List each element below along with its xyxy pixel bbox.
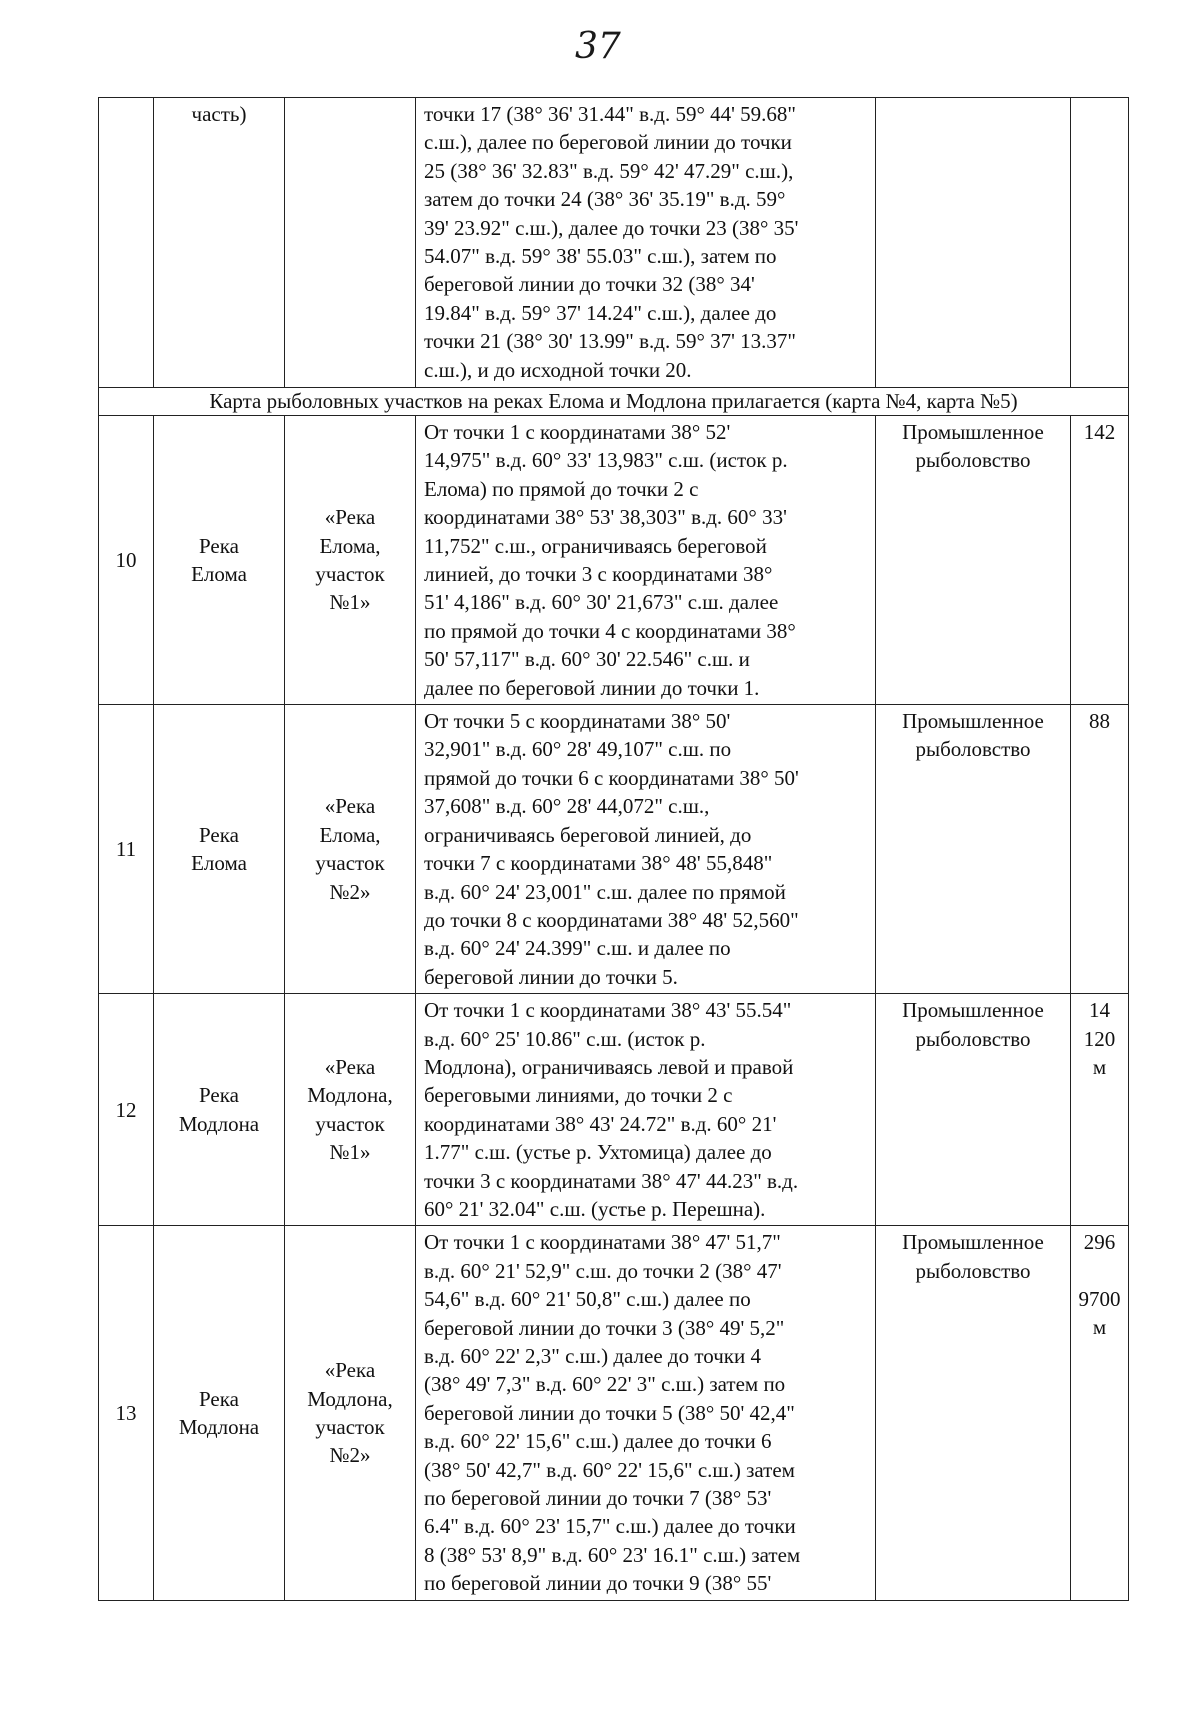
cell-area: [1071, 705, 1129, 994]
cell-site-name: [285, 416, 416, 705]
text-line: по береговой линии до точки 7 (38° 53': [424, 1486, 772, 1511]
text-line: ограничиваясь береговой линией, до: [424, 822, 752, 847]
text-line: рыболовство: [915, 1026, 1031, 1051]
map-note: Карта рыболовных участков на реках Елома и Модлона прилагается (карта №4, карта №5): [99, 388, 1129, 416]
text-line: затем до точки 24 (38° 36' 35.19" в.д. 59°: [424, 187, 786, 212]
text-line: до точки 8 с координатами 38° 48' 52,560": [424, 907, 799, 932]
text-line: 88: [1089, 709, 1110, 734]
text-line: с.ш.), далее по береговой линии до точки: [424, 130, 792, 155]
cell-use: [876, 98, 1071, 388]
text-line: Модлона: [178, 1111, 260, 1136]
text-line: №1»: [329, 1140, 371, 1165]
text-line: 14 120: [1083, 998, 1116, 1051]
text-line: береговой линии до точки 32 (38° 34': [424, 272, 755, 297]
text-line: №2»: [329, 879, 371, 904]
cell-description: [416, 98, 876, 388]
cell-use: [876, 416, 1071, 705]
text-line: (38° 50' 42,7" в.д. 60° 22' 15,6" с.ш.) затем: [424, 1457, 795, 1482]
text-line: 11,752" с.ш., ограничиваясь береговой: [424, 533, 767, 558]
text-line: с.ш.), и до исходной точки 20.: [424, 357, 692, 382]
text-line: береговыми линиями, до точки 2 с: [424, 1083, 733, 1108]
text-line: Елома) по прямой до точки 2 с: [424, 476, 699, 501]
text-line: Елома: [191, 851, 247, 876]
text-line: Промышленное: [902, 1230, 1044, 1255]
text-line: береговой линии до точки 5 (38° 50' 42,4": [424, 1400, 795, 1425]
text-line: рыболовство: [915, 737, 1031, 762]
text-line: 14,975" в.д. 60° 33' 13,983" с.ш. (исток р.: [424, 448, 788, 473]
text-line: в.д. 60° 21' 52,9" с.ш. до точки 2 (38° 47': [424, 1258, 782, 1283]
cell-river-name: [154, 705, 285, 994]
text-line: Модлона), ограничиваясь левой и правой: [424, 1054, 794, 1079]
text-line: «Река: [324, 1054, 376, 1079]
text-line: точки 21 (38° 30' 13.99" в.д. 59° 37' 13.37": [424, 329, 796, 354]
text-line: Модлона,: [307, 1083, 393, 1108]
text-line: рыболовство: [915, 448, 1031, 473]
text-line: (38° 49' 7,3" в.д. 60° 22' 3" с.ш.) затем по: [424, 1372, 786, 1397]
text-line: 8 (38° 53' 8,9" в.д. 60° 23' 16.1" с.ш.) затем: [424, 1542, 801, 1567]
text-line: От точки 5 с координатами 38° 50': [424, 709, 731, 734]
text-line: участок: [315, 851, 385, 876]
text-line: участок: [315, 562, 385, 587]
cell-site-name: [285, 705, 416, 994]
text-line: 19.84" в.д. 59° 37' 14.24" с.ш.), далее до: [424, 300, 777, 325]
text-line: в.д. 60° 24' 23,001" с.ш. далее по прямой: [424, 879, 786, 904]
cell-num: 12: [99, 994, 154, 1226]
text-line: Река: [199, 822, 239, 847]
text-line: [1071, 1257, 1128, 1285]
text-line: Елома,: [319, 533, 381, 558]
text-line: 54.07" в.д. 59° 38' 55.03" с.ш.), затем по: [424, 244, 777, 269]
text-line: 142: [1083, 420, 1116, 444]
text-line: Модлона: [178, 1415, 260, 1440]
text-line: Промышленное: [902, 998, 1044, 1023]
table-row: [99, 1226, 1129, 1600]
text-line: в.д. 60° 22' 15,6" с.ш.) далее до точки 6: [424, 1429, 772, 1454]
table-row: [99, 705, 1129, 994]
text-line: координатами 38° 53' 38,303" в.д. 60° 33': [424, 505, 787, 530]
cell-description: [416, 416, 876, 705]
text-line: точки 3 с координатами 38° 47' 44.23" в.д.: [424, 1168, 799, 1193]
text-line: в.д. 60° 22' 2,3" с.ш.) далее до точки 4: [424, 1344, 761, 1368]
text-line: Промышленное: [902, 420, 1044, 444]
cell-site-name: [285, 1226, 416, 1600]
text-line: точки 7 с координатами 38° 48' 55,848": [424, 851, 773, 876]
text-line: по береговой линии до точки 9 (38° 55': [424, 1571, 772, 1596]
text-line: прямой до точки 6 с координатами 38° 50': [424, 765, 799, 790]
text-line: точки 17 (38° 36' 31.44" в.д. 59° 44' 59.68": [424, 102, 796, 126]
text-line: «Река: [324, 1358, 376, 1383]
text-line: Река: [199, 1386, 239, 1411]
text-line: рыболовство: [915, 1258, 1031, 1283]
cell-use: [876, 994, 1071, 1226]
text-line: 60° 21' 32.04" с.ш. (устье р. Перешна).: [424, 1196, 766, 1221]
text-line: 54,6" в.д. 60° 21' 50,8" с.ш.) далее по: [424, 1287, 751, 1312]
text-line: От точки 1 с координатами 38° 43' 55.54": [424, 998, 792, 1023]
text-line: От точки 1 с координатами 38° 52': [424, 420, 731, 444]
text-line: 9700 м: [1078, 1286, 1121, 1340]
cell-num: 11: [99, 705, 154, 994]
cell-description: [416, 705, 876, 994]
cell-num: [99, 98, 154, 388]
cell-num: 10: [99, 416, 154, 705]
table-row-map-note: [99, 388, 1129, 416]
cell-site-name: [285, 994, 416, 1226]
text-line: 39' 23.92" с.ш.), далее до точки 23 (38° 35': [424, 215, 799, 240]
text-line: м: [1092, 1054, 1107, 1079]
text-line: береговой линии до точки 5.: [424, 964, 678, 989]
text-line: участок: [315, 1111, 385, 1136]
text-line: Промышленное: [902, 709, 1044, 734]
cell-num: 13: [99, 1226, 154, 1600]
text-line: 51' 4,186" в.д. 60° 30' 21,673" с.ш. далее: [424, 590, 779, 615]
text-line: в.д. 60° 24' 24.399" с.ш. и далее по: [424, 936, 731, 961]
fishing-sites-table: [98, 97, 1129, 1601]
text-line: Река: [199, 533, 239, 558]
cell-river-name: [154, 416, 285, 705]
text-line: в.д. 60° 25' 10.86" с.ш. (исток р.: [424, 1026, 706, 1051]
cell-river-name: [154, 994, 285, 1226]
cell-river-name: [154, 1226, 285, 1600]
text-line: далее по береговой линии до точки 1.: [424, 675, 760, 700]
cell-area: [1071, 1226, 1129, 1600]
table-row: [99, 994, 1129, 1226]
text-line: участок: [315, 1415, 385, 1440]
text-line: Модлона,: [307, 1386, 393, 1411]
text-line: Река: [199, 1083, 239, 1108]
cell-description: [416, 1226, 876, 1600]
text-line: 25 (38° 36' 32.83" в.д. 59° 42' 47.29" с.ш.),: [424, 158, 794, 183]
text-line: «Река: [324, 794, 376, 819]
text-line: Елома,: [319, 822, 381, 847]
cell-use: [876, 1226, 1071, 1600]
text-line: координатами 38° 43' 24.72" в.д. 60° 21': [424, 1111, 777, 1136]
text-line: 32,901" в.д. 60° 28' 49,107" с.ш. по: [424, 737, 732, 762]
cell-area: [1071, 994, 1129, 1226]
text-line: береговой линии до точки 3 (38° 49' 5,2": [424, 1315, 785, 1340]
text-line: 1.77" с.ш. (устье р. Ухтомица) далее до: [424, 1140, 772, 1165]
text-line: 50' 57,117" в.д. 60° 30' 22.546" с.ш. и: [424, 647, 750, 672]
page-number: 37: [575, 26, 621, 67]
text-line: 296: [1083, 1230, 1116, 1255]
text-line: «Река: [324, 505, 376, 530]
cell-use: [876, 705, 1071, 994]
text-line: От точки 1 с координатами 38° 47' 51,7": [424, 1230, 781, 1255]
text-line: №2»: [329, 1443, 371, 1468]
table-row: [99, 416, 1129, 705]
text-line: №1»: [329, 590, 371, 615]
cell-river-name: часть): [154, 98, 285, 388]
text-line: по прямой до точки 4 с координатами 38°: [424, 618, 796, 643]
cell-area: [1071, 416, 1129, 705]
cell-site-name: [285, 98, 416, 388]
cell-area: [1071, 98, 1129, 388]
text-line: линией, до точки 3 с координатами 38°: [424, 562, 773, 587]
cell-description: [416, 994, 876, 1226]
text-line: 37,608" в.д. 60° 28' 44,072" с.ш.,: [424, 794, 710, 819]
text-line: 6.4" в.д. 60° 23' 15,7" с.ш.) далее до точки: [424, 1514, 796, 1539]
text-line: Елома: [191, 562, 247, 587]
table-row-continuation: [99, 98, 1129, 388]
